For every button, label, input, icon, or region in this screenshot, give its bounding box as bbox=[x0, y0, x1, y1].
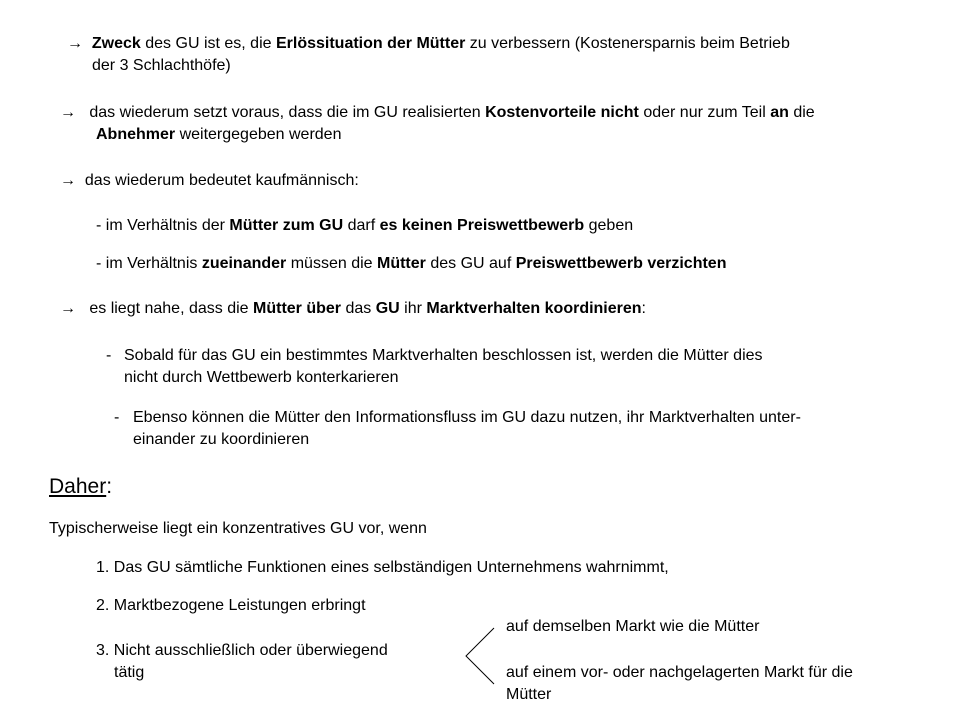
bullet-4-sub-1-line-2: nicht durch Wettbewerb konterkarieren bbox=[124, 369, 399, 386]
branch-lower-line-2: Mütter bbox=[506, 686, 552, 703]
bullet-2-line-2: Abnehmer weitergegeben werden bbox=[96, 126, 342, 143]
bullet-2-line-1: → das wiederum setzt voraus, dass die im GU realisierten Kostenvorteile nicht oder nur zum Teil an die bbox=[60, 104, 815, 121]
arrow-icon: → bbox=[60, 104, 76, 121]
bullet-3-sub-2: - im Verhältnis zueinander müssen die Mütter des GU auf Preiswettbewerb verzichten bbox=[96, 255, 727, 272]
bullet-4-sub-2-line-2: einander zu koordinieren bbox=[133, 431, 310, 448]
bullet-4-sub-1-line-1: Sobald für das GU ein bestimmtes Marktverhalten beschlossen ist, werden die Mütter dies bbox=[124, 347, 763, 364]
condition-item-2: 2. Marktbezogene Leistungen erbringt bbox=[96, 597, 366, 614]
daher-heading: Daher: bbox=[49, 475, 113, 498]
bullet-1-line-1: → Zweck des GU ist es, die Erlössituation der Mütter zu verbessern (Kostenersparnis beim Betrieb bbox=[67, 35, 790, 52]
bullet-1-keyword: Zweck bbox=[91, 35, 141, 52]
branch-fork-icon bbox=[460, 622, 500, 692]
arrow-icon: → bbox=[60, 172, 76, 189]
branch-upper: auf demselben Markt wie die Mütter bbox=[506, 618, 760, 635]
bullet-4-sub-1-dash: - bbox=[106, 347, 112, 364]
bullet-4-sub-2-line-1: Ebenso können die Mütter den Informationsfluss im GU dazu nutzen, ihr Marktverhalten unter- bbox=[133, 409, 801, 426]
bullet-3-line: → das wiederum bedeutet kaufmännisch: bbox=[60, 172, 359, 189]
intro-text: Typischerweise liegt ein konzentratives GU vor, wenn bbox=[49, 520, 427, 537]
condition-item-3-line-2: tätig bbox=[114, 664, 145, 681]
bullet-4-sub-2-dash: - bbox=[114, 409, 120, 426]
arrow-icon: → bbox=[67, 35, 83, 52]
condition-item-3-line-1: 3. Nicht ausschließlich oder überwiegend bbox=[96, 642, 388, 659]
condition-item-1: 1. Das GU sämtliche Funktionen eines selbständigen Unternehmens wahrnimmt, bbox=[96, 559, 669, 576]
bullet-4-line: → es liegt nahe, dass die Mütter über das GU ihr Marktverhalten koordinieren: bbox=[60, 300, 646, 317]
bullet-3-sub-1: - im Verhältnis der Mütter zum GU darf es keinen Preiswettbewerb geben bbox=[96, 217, 634, 234]
branch-lower-line-1: auf einem vor- oder nachgelagerten Markt für die bbox=[506, 664, 853, 681]
arrow-icon: → bbox=[60, 300, 76, 317]
bullet-1-line-2: der 3 Schlachthöfe) bbox=[92, 57, 231, 74]
